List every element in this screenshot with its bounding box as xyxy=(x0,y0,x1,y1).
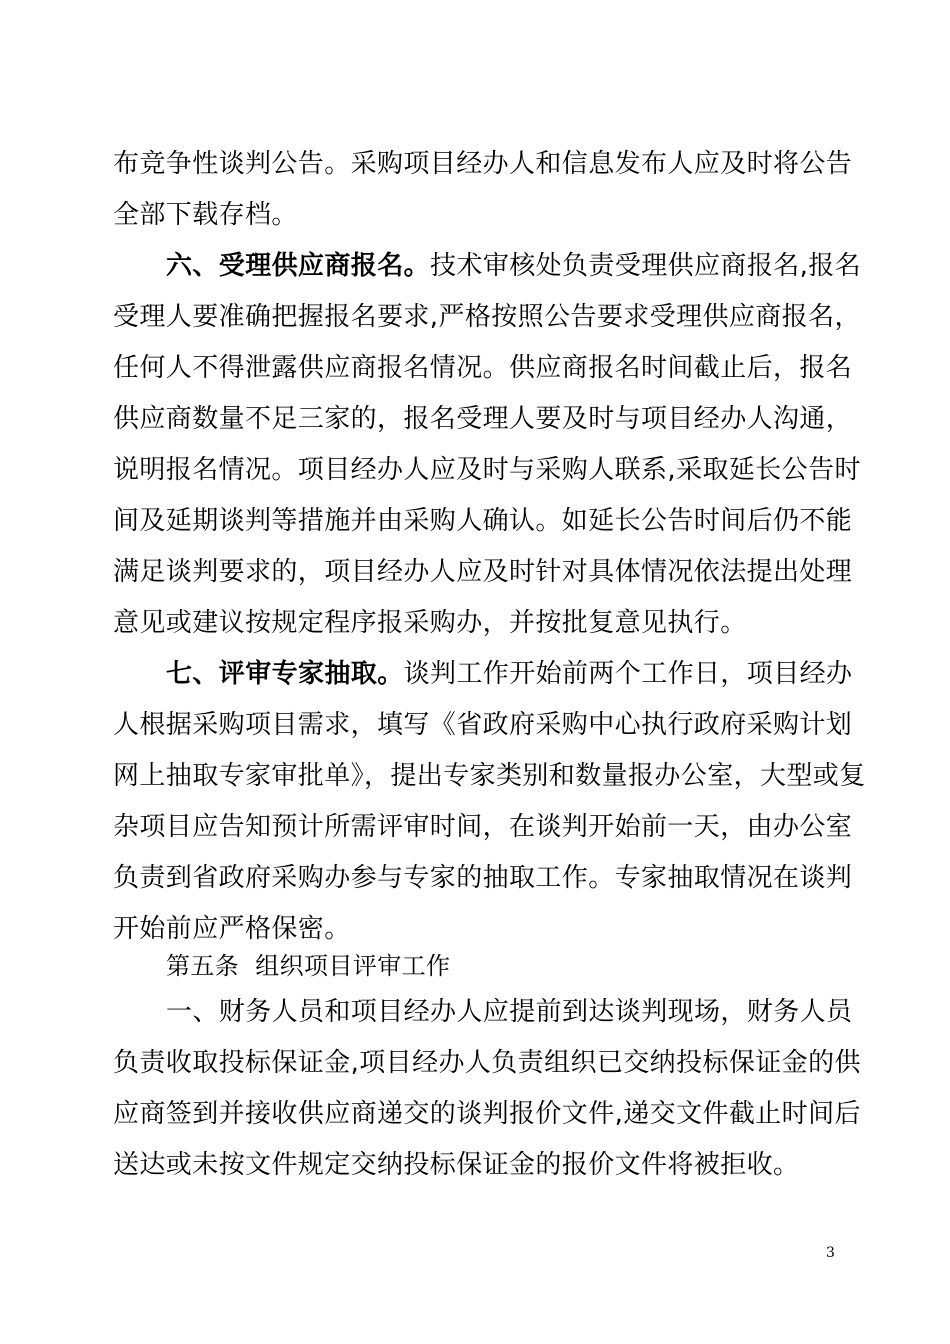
paragraph-line: 负责到省政府采购办参与专家的抽取工作。专家抽取情况在谈判 xyxy=(113,863,853,893)
paragraph-line: 供应商数量不足三家的，报名受理人要及时与项目经办人沟通， xyxy=(113,404,853,434)
section-six-text: 技术审核处负责受理供应商报名,报名 xyxy=(430,251,862,281)
paragraph-line: 送达或未按文件规定交纳投标保证金的报价文件将被拒收。 xyxy=(113,1150,800,1180)
section-seven-text: 谈判工作开始前两个工作日，项目经办 xyxy=(403,659,853,689)
paragraph-line: 布竞争性谈判公告。采购项目经办人和信息发布人应及时将公告 xyxy=(113,149,853,179)
paragraph-line: 全部下载存档。 xyxy=(113,200,298,230)
paragraph-line: 应商签到并接收供应商递交的谈判报价文件,递交文件截止时间后 xyxy=(113,1099,861,1129)
paragraph-line: 杂项目应告知预计所需评审时间，在谈判开始前一天，由办公室 xyxy=(113,812,853,842)
paragraph-line: 意见或建议按规定程序报采购办，并按批复意见执行。 xyxy=(113,608,747,638)
paragraph-line: 任何人不得泄露供应商报名情况。供应商报名时间截止后，报名 xyxy=(113,353,853,383)
paragraph-line: 说明报名情况。项目经办人应及时与采购人联系,采取延长公告时 xyxy=(113,455,861,485)
article-five-heading: 第五条 组织项目评审工作 xyxy=(166,952,451,980)
paragraph-line: 网上抽取专家审批单》，提出专家类别和数量报办公室，大型或复 xyxy=(113,761,866,791)
section-six-heading: 六、受理供应商报名。 xyxy=(166,251,431,281)
section-seven-first-line xyxy=(166,654,853,694)
paragraph-line: 人根据采购项目需求，填写《省政府采购中心执行政府采购计划 xyxy=(113,710,853,740)
page-number: 3 xyxy=(826,1245,835,1261)
paragraph-line: 间及延期谈判等措施并由采购人确认。如延长公告时间后仍不能 xyxy=(113,506,853,536)
section-six-first-line xyxy=(166,246,862,286)
paragraph-line: 受理人要准确把握报名要求,严格按照公告要求受理供应商报名， xyxy=(113,302,861,332)
section-seven-heading: 七、评审专家抽取。 xyxy=(166,659,404,689)
paragraph-line: 开始前应严格保密。 xyxy=(113,914,351,944)
paragraph-line: 满足谈判要求的，项目经办人应及时针对具体情况依法提出处理 xyxy=(113,557,853,587)
paragraph-line: 一、财务人员和项目经办人应提前到达谈判现场，财务人员 xyxy=(166,997,853,1027)
paragraph-line: 负责收取投标保证金,项目经办人负责组织已交纳投标保证金的供 xyxy=(113,1048,861,1078)
